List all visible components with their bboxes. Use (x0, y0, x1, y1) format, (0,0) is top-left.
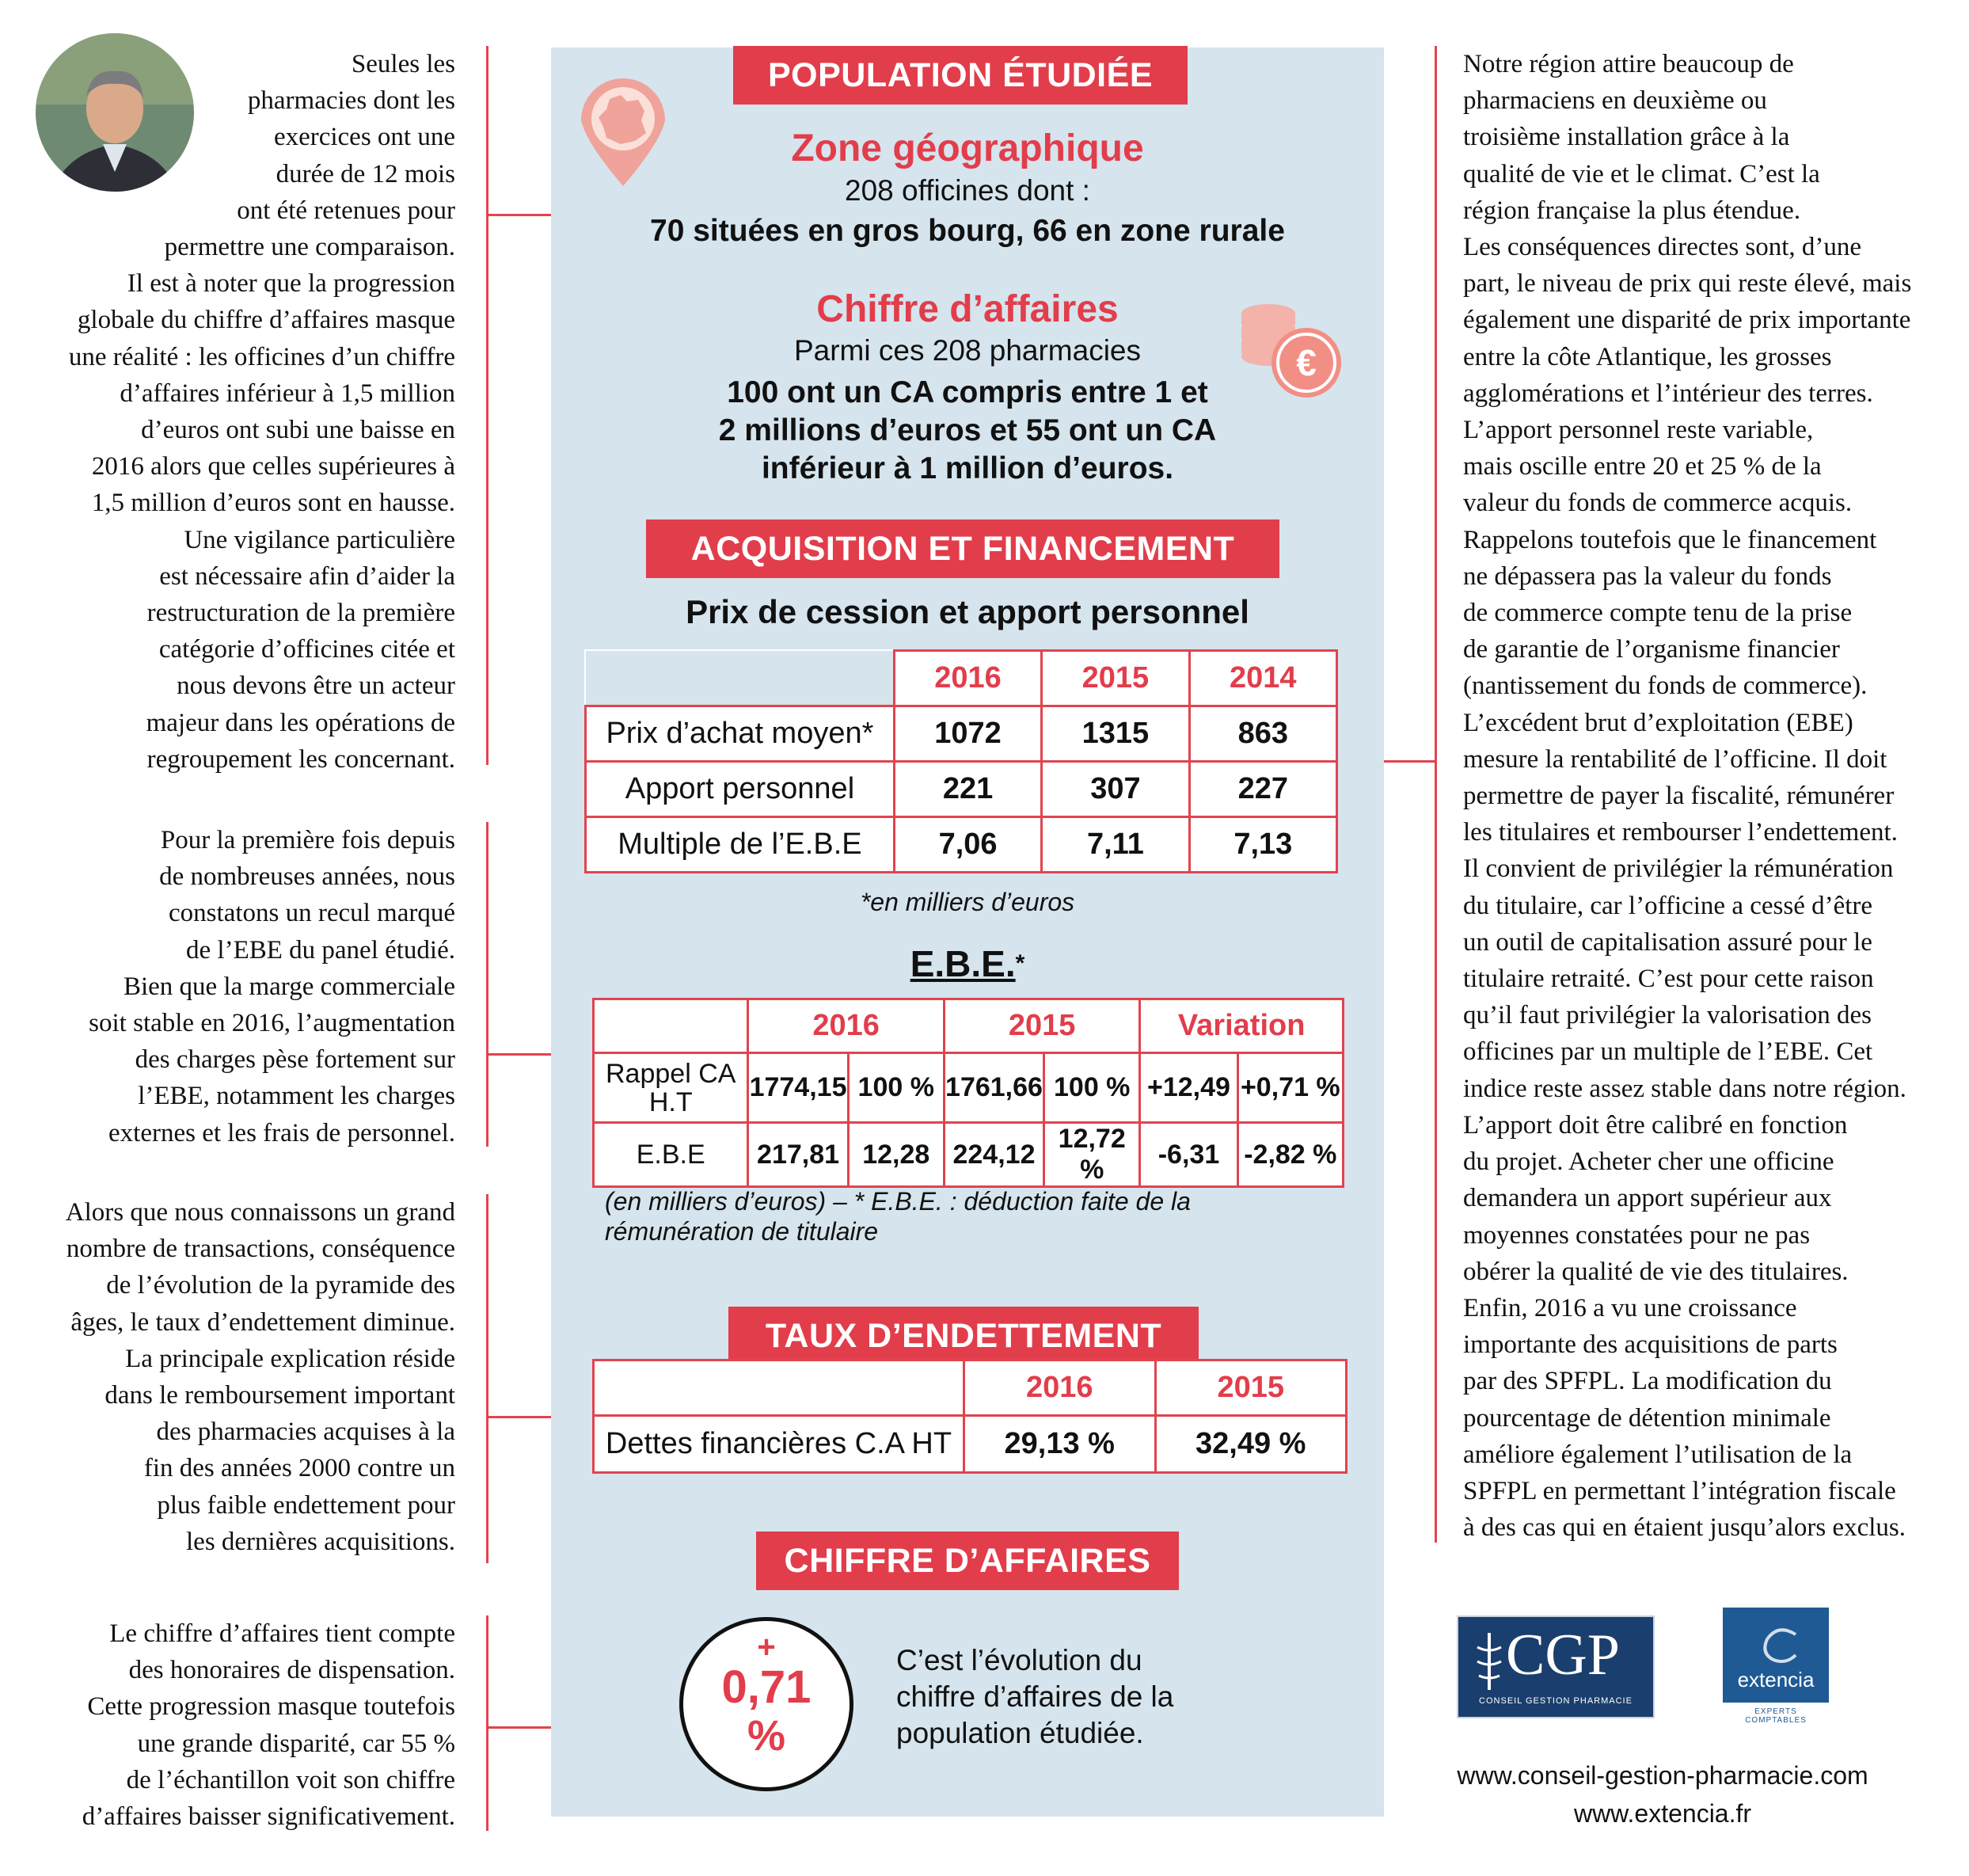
acq-row-label: Multiple de l’E.B.E (586, 817, 895, 873)
ebe-cell: +12,49 (1140, 1053, 1237, 1123)
text-line: les dernières acquisitions. (186, 1527, 455, 1556)
text-line: L’excédent brut d’exploitation (EBE) (1463, 708, 1853, 737)
text-line: une grande disparité, car 55 % (137, 1729, 455, 1758)
cgp-logo (1457, 1615, 1655, 1718)
text-line: d’affaires inférieur à 1,5 million (120, 379, 455, 408)
acq-cell: 221 (894, 762, 1041, 817)
endettement-header-2015: 2015 (1155, 1360, 1347, 1416)
text-line: globale du chiffre d’affaires masque (77, 306, 455, 335)
text-line: d’euros ont subi une baisse en (141, 416, 455, 445)
left-connector-1 (486, 214, 551, 216)
endettement-table (592, 1359, 1348, 1474)
text-line: permettre une comparaison. (164, 233, 455, 262)
text-line: durée de 12 mois (276, 159, 455, 188)
text-line: du projet. Acheter cher une officine (1463, 1147, 1834, 1177)
ebe-title-star: * (1015, 950, 1025, 976)
ca-line-3: 2 millions d’euros et 55 ont un CA (718, 413, 1217, 447)
text-line: regroupement les concernant. (146, 744, 455, 774)
ca-line-2: 100 ont un CA compris entre 1 et (727, 375, 1208, 409)
text-line: pourcentage de détention minimale (1463, 1403, 1831, 1433)
acq-cell: 1072 (894, 706, 1041, 762)
text-line: SPFPL en permettant l’intégration fiscale (1463, 1476, 1896, 1505)
acq-corner (586, 651, 895, 706)
text-line: titulaire retraité. C’est pour cette raison (1463, 965, 1874, 994)
website-extencia[interactable]: www.extencia.fr (1573, 1799, 1752, 1828)
ca-line-4: inférieur à 1 million d’euros. (761, 451, 1174, 485)
endettement-commentary (16, 1194, 455, 1560)
text-line: une réalité : les officines d’un chiffre (68, 342, 455, 371)
evolution-text-3: population étudiée. (896, 1717, 1144, 1749)
acq-cell: 227 (1189, 762, 1336, 817)
text-line: de garantie de l’organisme financier (1463, 635, 1840, 664)
ebe-title (551, 941, 1384, 987)
text-line: des honoraires de dispensation. (128, 1656, 455, 1685)
text-line: Cette progression masque toutefois (87, 1692, 455, 1722)
ebe-row-label: Rappel CA H.T (594, 1053, 748, 1123)
text-line: 2016 alors que celles supérieures à (91, 452, 455, 481)
text-line: Bien que la marge commerciale (123, 972, 455, 1001)
table-row (594, 1123, 1344, 1187)
ebe-row-label: E.B.E (594, 1123, 748, 1187)
ebe-note-2: rémunération de titulaire (605, 1217, 879, 1246)
text-line: obérer la qualité de vie des titulaires. (1463, 1257, 1849, 1286)
text-line: moyennes constatées pour ne pas (1463, 1220, 1811, 1250)
ca-title: Chiffre d’affaires (816, 288, 1119, 330)
left-connector-2 (486, 1053, 551, 1056)
text-line: les titulaires et rembourser l’endettement. (1463, 818, 1898, 847)
table-row (594, 1053, 1344, 1123)
text-line: âges, le taux d’endettement diminue. (70, 1307, 455, 1337)
text-line: nous devons être un acteur (177, 672, 455, 701)
text-line: du titulaire, car l’officine a cessé d’être (1463, 891, 1873, 920)
text-line: majeur dans les opérations de (146, 708, 455, 737)
acquisition-note: *en milliers d’euros (860, 888, 1075, 916)
acq-header-2016: 2016 (894, 651, 1041, 706)
ebe-header-2015: 2015 (944, 999, 1139, 1053)
text-line: (nantissement du fonds de commerce). (1463, 672, 1868, 701)
evolution-value: 0,71 (721, 1661, 812, 1713)
text-line: Il convient de privilégier la rémunération (1463, 854, 1894, 884)
text-line: également une disparité de prix importante (1463, 306, 1911, 335)
text-line: Rappelons toutefois que le financement (1463, 525, 1877, 554)
text-line: est nécessaire afin d’aider la (159, 561, 455, 591)
text-line: permettre de payer la fiscalité, rémunérer (1463, 782, 1895, 811)
text-line: L’apport personnel reste variable, (1463, 416, 1814, 445)
text-line: ont été retenues pour (237, 196, 455, 225)
evolution-text-2: chiffre d’affaires de la (896, 1680, 1174, 1713)
right-connector (1384, 760, 1436, 763)
text-line: Seules les (351, 50, 455, 78)
text-line: ne dépassera pas la valeur du fonds (1463, 561, 1832, 591)
euro-coins-icon (1235, 299, 1346, 402)
ebe-cell: -6,31 (1140, 1123, 1237, 1187)
ebe-commentary (16, 822, 455, 1151)
text-line: dans le remboursement important (105, 1381, 455, 1410)
text-line: pharmacies dont les (247, 86, 455, 116)
text-line: part, le niveau de prix qui reste élevé, mais (1463, 269, 1912, 299)
text-line: Il est à noter que la progression (127, 269, 455, 299)
acq-header-2015: 2015 (1042, 651, 1189, 706)
ebe-cell: 217,81 (748, 1123, 848, 1187)
ebe-cell: +0,71 % (1237, 1053, 1343, 1123)
text-line: de nombreuses années, nous (159, 862, 455, 892)
text-line: constatons un recul marqué (169, 899, 455, 928)
zone-line-2: 70 situées en gros bourg, 66 en zone rurale (650, 214, 1285, 248)
text-line: indice reste assez stable dans notre région. (1463, 1074, 1906, 1103)
text-line: agglomérations et l’intérieur des terres. (1463, 379, 1873, 408)
text-line: valeur du fonds de commerce acquis. (1463, 489, 1853, 518)
text-line: Pour la première fois depuis (160, 826, 455, 854)
text-line: plus faible endettement pour (157, 1490, 455, 1520)
ebe-cell: 1761,66 (944, 1053, 1043, 1123)
ca-commentary (16, 1615, 455, 1835)
text-line: Enfin, 2016 a vu une croissance (1463, 1293, 1797, 1322)
evolution-text-1: C’est l’évolution du (896, 1644, 1142, 1676)
text-line: à des cas qui en étaient jusqu’alors exclus. (1463, 1513, 1906, 1543)
text-line: Alors que nous connaissons un grand (65, 1198, 455, 1227)
table-row (586, 762, 1337, 817)
text-line: officines par un multiple de l’EBE. Cet (1463, 1037, 1873, 1067)
endettement-corner (594, 1360, 964, 1416)
ebe-cell: 12,28 (848, 1123, 944, 1187)
text-line: exercices ont une (273, 123, 455, 152)
text-line: 1,5 million d’euros sont en hausse. (91, 489, 455, 518)
table-row (594, 1416, 1347, 1473)
ebe-cell: 100 % (848, 1053, 944, 1123)
acq-cell: 307 (1042, 762, 1189, 817)
acq-cell: 1315 (1042, 706, 1189, 762)
text-line: région française la plus étendue. (1463, 196, 1801, 225)
extencia-logo (1723, 1608, 1829, 1726)
evolution-percent: % (747, 1712, 785, 1760)
ebe-corner (594, 999, 748, 1053)
left-connector-3 (486, 1416, 551, 1418)
text-line: fin des années 2000 contre un (143, 1454, 455, 1483)
text-line: catégorie d’officines citée et (158, 635, 455, 664)
website-cgp[interactable]: www.conseil-gestion-pharmacie.com (1457, 1761, 1868, 1790)
cgp-logo-text: CGP (1506, 1623, 1620, 1688)
extencia-logo-sub: EXPERTS COMPTABLES (1745, 1707, 1807, 1725)
text-line: externes et les frais de personnel. (108, 1118, 455, 1147)
left-divider-2 (486, 822, 488, 1147)
text-line: des charges pèse fortement sur (135, 1045, 455, 1075)
text-line: des pharmacies acquises à la (156, 1417, 455, 1447)
ebe-cell: 12,72 % (1044, 1123, 1140, 1187)
evolution-plus: + (757, 1630, 776, 1665)
extencia-logo-text: extencia (1737, 1668, 1815, 1691)
text-line: troisième installation grâce à la (1463, 123, 1790, 152)
acq-cell: 7,13 (1189, 817, 1336, 873)
left-connector-4 (486, 1726, 551, 1729)
acquisition-subtitle: Prix de cession et apport personnel (686, 593, 1249, 630)
text-line: soit stable en 2016, l’augmentation (89, 1009, 455, 1038)
intro-text (16, 46, 455, 778)
zone-line-1: 208 officines dont : (845, 174, 1090, 207)
text-line: restructuration de la première (146, 599, 455, 628)
ebe-cell: 1774,15 (748, 1053, 848, 1123)
extencia-mark (1723, 1608, 1829, 1703)
endettement-cell: 32,49 % (1155, 1416, 1347, 1473)
ebe-cell: 224,12 (944, 1123, 1043, 1187)
acq-header-2014: 2014 (1189, 651, 1336, 706)
acq-row-label: Apport personnel (586, 762, 895, 817)
text-line: l’EBE, notamment les charges (138, 1082, 455, 1111)
endettement-cell: 29,13 % (964, 1416, 1155, 1473)
population-banner: POPULATION ÉTUDIÉE (733, 46, 1188, 105)
acq-cell: 7,11 (1042, 817, 1189, 873)
text-line: entre la côte Atlantique, les grosses (1463, 342, 1832, 371)
cgp-logo-sub: CONSEIL GESTION PHARMACIE (1479, 1696, 1633, 1706)
text-line: d’affaires baisser significativement. (82, 1802, 455, 1832)
text-line: par des SPFPL. La modification du (1463, 1367, 1832, 1396)
endettement-header-2016: 2016 (964, 1360, 1155, 1416)
text-line: Une vigilance particulière (184, 525, 455, 554)
text-line: importante des acquisitions de parts (1463, 1330, 1838, 1360)
ca-line-1: Parmi ces 208 pharmacies (793, 334, 1142, 367)
text-line: nombre de transactions, conséquence (66, 1235, 455, 1264)
text-line: un outil de capitalisation assuré pour le (1463, 927, 1872, 957)
text-line: qu’il faut privilégier la valorisation des (1463, 1001, 1872, 1030)
evolution-circle (679, 1617, 853, 1791)
zone-title: Zone géographique (791, 127, 1144, 169)
endettement-row-label: Dettes financières C.A HT (594, 1416, 964, 1473)
left-divider-4 (486, 1615, 488, 1831)
text-line: de l’échantillon voit son chiffre (126, 1765, 455, 1794)
text-line: Le chiffre d’affaires tient compte (109, 1619, 455, 1648)
ebe-table (592, 998, 1344, 1188)
table-row (586, 706, 1337, 762)
ebe-header-2016: 2016 (748, 999, 944, 1053)
ebe-cell: 100 % (1044, 1053, 1140, 1123)
text-line: mais oscille entre 20 et 25 % de la (1463, 452, 1822, 481)
text-line: L’apport doit être calibré en fonction (1463, 1110, 1848, 1140)
caduceus-icon (1469, 1630, 1509, 1693)
text-line: Les conséquences directes sont, d’une (1463, 233, 1862, 262)
text-line: de l’évolution de la pyramide des (106, 1271, 455, 1300)
regional-commentary (1463, 46, 1938, 1546)
table-row (586, 817, 1337, 873)
acq-cell: 863 (1189, 706, 1336, 762)
acq-row-label: Prix d’achat moyen* (586, 706, 895, 762)
acquisition-table (584, 649, 1338, 873)
acq-cell: 7,06 (894, 817, 1041, 873)
text-line: La principale explication réside (125, 1344, 455, 1373)
ebe-cell: -2,82 % (1237, 1123, 1343, 1187)
right-divider (1435, 46, 1437, 1543)
text-line: de commerce compte tenu de la prise (1463, 599, 1853, 628)
ebe-title-text: E.B.E. (910, 943, 1016, 984)
text-line: pharmaciens en deuxième ou (1463, 86, 1767, 116)
left-divider-3 (486, 1194, 488, 1563)
endettement-banner: TAUX D’ENDETTEMENT (728, 1307, 1199, 1365)
acquisition-banner: ACQUISITION ET FINANCEMENT (646, 519, 1279, 578)
text-line: qualité de vie et le climat. C’est la (1463, 159, 1820, 188)
chiffre-banner: CHIFFRE D’AFFAIRES (756, 1532, 1179, 1590)
svg-text:€: € (1296, 342, 1317, 383)
text-line: de l’EBE du panel étudié. (186, 935, 455, 965)
ebe-header-variation: Variation (1140, 999, 1344, 1053)
ebe-note-1: (en milliers d’euros) – * E.B.E. : déduction faite de la (605, 1187, 1191, 1216)
text-line: Notre région attire beaucoup de (1463, 50, 1794, 78)
text-line: améliore également l’utilisation de la (1463, 1440, 1853, 1469)
text-line: mesure la rentabilité de l’officine. Il doit (1463, 744, 1887, 774)
left-divider-1 (486, 46, 488, 765)
text-line: demandera un apport supérieur aux (1463, 1184, 1832, 1213)
